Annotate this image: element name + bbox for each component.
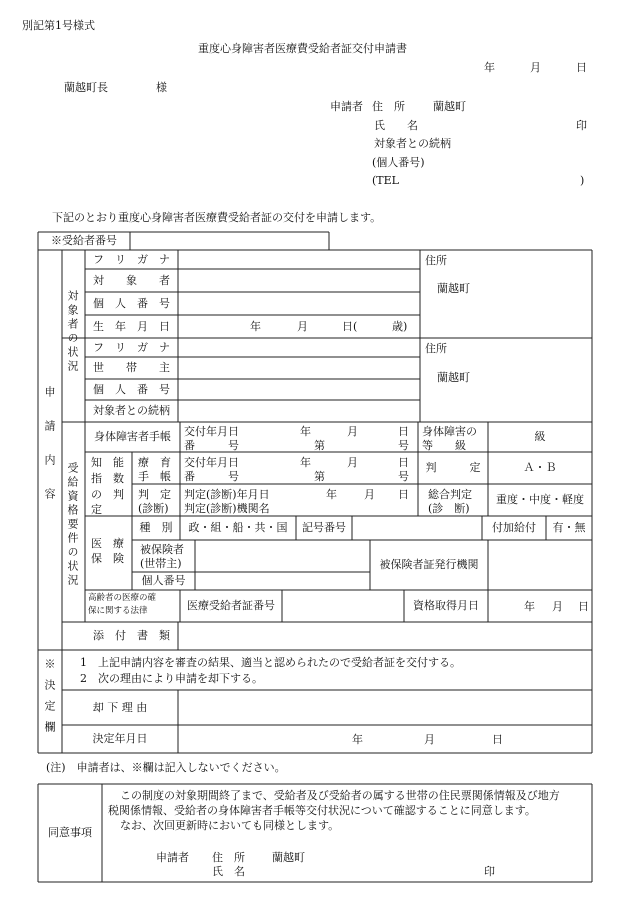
physical-number-go: 号 xyxy=(398,439,409,452)
applicant-label: 申請者 xyxy=(330,100,363,113)
ryoiku-issue-day: 日 xyxy=(398,456,409,469)
form-title: 重度心身障害者医療費受給者証交付申請書 xyxy=(198,42,407,55)
date-month-unit: 月 xyxy=(530,61,541,74)
decision-month: 月 xyxy=(424,733,435,746)
target-section-heading: 対象者の状況 xyxy=(66,290,79,374)
consent-line-1: この制度の対象期間終了まで、受給者及び受給者の属する世帯の住民票関係情報及び地方 xyxy=(120,789,560,802)
ryoiku-number-dai: 第 xyxy=(314,470,325,483)
intro-text: 下記のとおり重度心身障害者医療費受給者証の交付を申請します。 xyxy=(52,211,382,224)
physical-handbook-label: 身体障害者手帳 xyxy=(94,430,171,444)
consent-seal: 印 xyxy=(484,865,495,878)
acquired-month: 月 xyxy=(552,600,563,613)
applicant-address-label: 住 所 xyxy=(372,100,405,113)
consent-line-2: 税関係情報、受給者の身体障害者手帳等交付状況について確認することに同意します。 xyxy=(108,804,536,817)
birth-year-unit: 年 xyxy=(250,320,261,333)
insurance-label-1: 医 療 xyxy=(91,537,124,550)
judgement-day: 日 xyxy=(398,488,409,501)
physical-grade-label-1: 身体障害の xyxy=(422,425,477,438)
addressee-sama: 様 xyxy=(156,81,167,94)
judgement-year: 年 xyxy=(326,488,337,501)
decision-year: 年 xyxy=(352,733,363,746)
insurance-symbol-label: 記号番号 xyxy=(302,521,346,535)
applicant-tel-close: ) xyxy=(580,174,585,187)
intellectual-label-1: 知 能 xyxy=(91,456,124,469)
hantei-label: 判 定 xyxy=(425,461,481,475)
insurance-number-label: 個人番号 xyxy=(141,574,186,588)
household-furigana-field[interactable] xyxy=(178,338,420,357)
physical-issue-month: 月 xyxy=(347,425,358,438)
target-address-label: 住所 xyxy=(425,254,447,267)
ryoiku-number-go: 号 xyxy=(398,470,409,483)
household-number-field[interactable] xyxy=(178,379,420,400)
medical-cert-no-label: 医療受給者証番号 xyxy=(187,599,275,613)
sogo-value: 重度・中度・軽度 xyxy=(496,493,584,507)
birth-month-unit: 月 xyxy=(297,320,308,333)
household-relation-label: 対象者との続柄 xyxy=(93,404,170,418)
reject-reason-label: 却 下 理 由 xyxy=(92,700,148,714)
target-furigana-field[interactable] xyxy=(178,250,420,269)
reject-reason-field[interactable] xyxy=(178,690,592,725)
applicant-relation: 対象者との続柄 xyxy=(374,137,451,150)
birth-age-unit: 歳) xyxy=(392,320,408,333)
insurance-extra-value: 有・無 xyxy=(552,521,586,535)
decision-day: 日 xyxy=(492,733,503,746)
household-address-value: 蘭越町 xyxy=(437,371,470,384)
form-number: 別記第1号様式 xyxy=(22,19,95,32)
target-name-label: 対 象 者 xyxy=(93,273,170,287)
consent-address-value: 蘭越町 xyxy=(272,851,305,864)
target-address-value: 蘭越町 xyxy=(437,282,470,295)
hantei-label-1: 判 定 xyxy=(138,488,171,501)
target-birth-label: 生 年 月 日 xyxy=(93,319,170,333)
intellectual-label-2: 指 数 xyxy=(91,472,124,485)
applicant-address-value: 蘭越町 xyxy=(433,100,466,113)
elderly-law-label-2: 保に関する法律 xyxy=(88,606,148,616)
elderly-law-label-1: 高齢者の医療の確 xyxy=(88,593,157,603)
consent-name-label: 氏 名 xyxy=(212,865,245,878)
decision-item-1: 1 上記申請内容を審査の結果、適当と認められたので受給者証を交付する。 xyxy=(80,656,461,669)
physical-issue-year: 年 xyxy=(300,425,311,438)
date-year-unit: 年 xyxy=(484,61,495,74)
household-address-label: 住所 xyxy=(425,342,447,355)
birth-day-unit: 日( xyxy=(342,320,358,333)
recipient-number-field[interactable] xyxy=(130,232,329,250)
physical-issue-day: 日 xyxy=(398,425,409,438)
household-head-field[interactable] xyxy=(178,357,420,379)
addressee-name: 蘭越町長 xyxy=(64,81,108,94)
ryoiku-issue-date-label: 交付年月日 xyxy=(184,456,239,469)
target-number-field[interactable] xyxy=(178,292,420,315)
decision-date-label: 決定年月日 xyxy=(92,732,148,746)
physical-grade-label-2: 等 級 xyxy=(422,439,466,452)
insurance-extra-label: 付加給付 xyxy=(492,521,536,535)
judgement-month: 月 xyxy=(364,488,375,501)
sogo-label-2: (診 断) xyxy=(428,502,470,515)
hantei-value: Ａ・Ｂ xyxy=(523,461,557,475)
applicant-tel: (TEL xyxy=(372,174,399,187)
decision-item-2: 2 次の理由により申請を却下する。 xyxy=(80,672,263,685)
applicant-seal: 印 xyxy=(576,119,587,132)
recipient-number-label: ※受給者番号 xyxy=(51,234,117,248)
attachments-label: 添 付 書 類 xyxy=(93,629,170,643)
ryoiku-label-2: 手 帳 xyxy=(138,470,171,483)
judgement-org-label: 判定(診断)機関名 xyxy=(184,502,270,515)
note-text: (注) 申請者は、※欄は記入しないでください。 xyxy=(46,761,286,774)
intellectual-label-4: 定 xyxy=(91,503,102,516)
section-shinsei-label: 申請内容 xyxy=(43,386,56,522)
ryoiku-issue-year: 年 xyxy=(300,456,311,469)
insurance-type-label: 種 別 xyxy=(139,521,173,535)
date-day-unit: 日 xyxy=(576,61,587,74)
consent-address-label: 住 所 xyxy=(212,851,245,864)
acquired-year: 年 xyxy=(524,600,535,613)
physical-issue-date-label: 交付年月日 xyxy=(184,425,239,438)
target-furigana-label: フ リ ガ ナ xyxy=(93,252,170,266)
ryoiku-issue-month: 月 xyxy=(347,456,358,469)
judgement-date-label: 判定(診断)年月日 xyxy=(184,488,270,501)
insured-label-2: (世帯主) xyxy=(140,557,182,570)
consent-line-3: なお、次回更新時においても同様とします。 xyxy=(120,819,340,832)
household-head-label: 世 帯 主 xyxy=(93,361,170,375)
eligibility-section-heading: 受給資格要件の状況 xyxy=(66,462,79,588)
decision-heading: ※決定欄 xyxy=(43,658,56,742)
hantei-label-2: (診断) xyxy=(138,502,169,515)
attachments-field[interactable] xyxy=(178,622,592,650)
target-number-label: 個 人 番 号 xyxy=(93,296,170,310)
applicant-mynumber: (個人番号) xyxy=(372,156,425,169)
sogo-label-1: 総合判定 xyxy=(428,488,472,501)
insurance-issuer-label: 被保険者証発行機関 xyxy=(379,558,479,572)
household-furigana-label: フ リ ガ ナ xyxy=(93,340,170,354)
acquired-date-label: 資格取得月日 xyxy=(413,599,479,613)
physical-number-dai: 第 xyxy=(314,439,325,452)
consent-applicant-label: 申請者 xyxy=(156,851,189,864)
target-name-field[interactable] xyxy=(178,269,420,292)
intellectual-label-3: の 判 xyxy=(91,488,124,501)
insured-label-1: 被保険者 xyxy=(140,543,184,556)
acquired-day: 日 xyxy=(578,600,589,613)
physical-number-label: 番 号 xyxy=(184,439,239,452)
household-relation-field[interactable] xyxy=(178,400,420,422)
applicant-name-label: 氏 名 xyxy=(374,119,418,132)
ryoiku-number-label: 番 号 xyxy=(184,470,239,483)
insurance-label-2: 保 険 xyxy=(91,552,124,565)
physical-grade-value: 級 xyxy=(534,430,546,444)
insurance-type-value: 政・組・船・共・国 xyxy=(188,521,288,535)
household-number-label: 個 人 番 号 xyxy=(93,382,170,396)
consent-label: 同意事項 xyxy=(48,826,92,840)
ryoiku-label-1: 療 育 xyxy=(138,456,171,469)
